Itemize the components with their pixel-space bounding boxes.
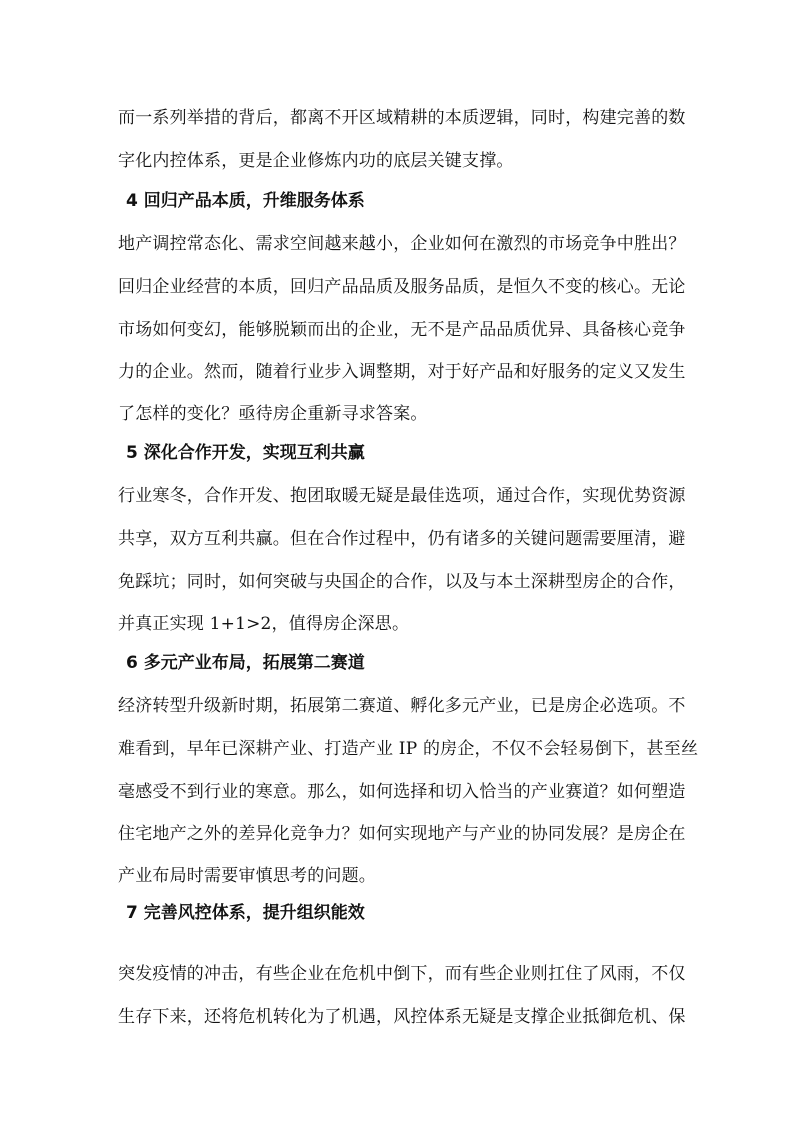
section-heading-6: 6 多元产业布局，拓展第二赛道 bbox=[126, 653, 365, 673]
section-heading-7: 7 完善风控体系，提升组织能效 bbox=[126, 903, 365, 923]
section-heading-4: 4 回归产品本质，升维服务体系 bbox=[126, 191, 365, 211]
paragraph-section-6-line: 住宅地产之外的差异化竞争力？如何实现地产与产业的协同发展？是房企在 bbox=[118, 824, 686, 844]
paragraph-section-7-line: 生存下来，还将危机转化为了机遇，风控体系无疑是支撑企业抵御危机、保 bbox=[118, 1007, 686, 1027]
paragraph-section-6-line: 毫感受不到行业的寒意。那么，如何选择和切入恰当的产业赛道？如何塑造 bbox=[118, 782, 686, 802]
paragraph-section-5-line: 免踩坑；同时，如何突破与央国企的合作，以及与本土深耕型房企的合作， bbox=[118, 572, 686, 592]
paragraph-section-7-line: 突发疫情的冲击，有些企业在危机中倒下，而有些企业则扛住了风雨，不仅 bbox=[118, 964, 686, 984]
paragraph-section-4-line: 地产调控常态化、需求空间越来越小，企业如何在激烈的市场竞争中胜出？ bbox=[118, 234, 686, 254]
section-heading-5: 5 深化合作开发，实现互利共赢 bbox=[126, 443, 365, 463]
paragraph-intro-line: 字化内控体系，更是企业修炼内功的底层关键支撑。 bbox=[118, 151, 514, 171]
paragraph-section-5-line: 行业寒冬，合作开发、抱团取暖无疑是最佳选项，通过合作，实现优势资源 bbox=[118, 486, 686, 506]
paragraph-section-6-line: 难看到，早年已深耕产业、打造产业 IP 的房企，不仅不会轻易倒下，甚至丝 bbox=[118, 739, 699, 759]
paragraph-section-6-line: 产业布局时需要审慎思考的问题。 bbox=[118, 866, 376, 886]
paragraph-section-4-line: 力的企业。然而，随着行业步入调整期，对于好产品和好服务的定义又发生 bbox=[118, 362, 686, 382]
paragraph-intro-line: 而一系列举措的背后，都离不开区域精耕的本质逻辑，同时，构建完善的数 bbox=[118, 108, 686, 128]
paragraph-section-4-line: 回归企业经营的本质，回归产品品质及服务品质，是恒久不变的核心。无论 bbox=[118, 277, 686, 297]
paragraph-section-4-line: 市场如何变幻，能够脱颖而出的企业，无不是产品品质优异、具备核心竞争 bbox=[118, 320, 686, 340]
paragraph-section-4-line: 了怎样的变化？亟待房企重新寻求答案。 bbox=[118, 404, 428, 424]
paragraph-section-5-line: 共享，双方互利共赢。但在合作过程中，仍有诸多的关键问题需要厘清，避 bbox=[118, 529, 686, 549]
paragraph-section-6-line: 经济转型升级新时期，拓展第二赛道、孵化多元产业，已是房企必选项。不 bbox=[118, 696, 686, 716]
paragraph-section-5-line: 并真正实现 1+1>2，值得房企深思。 bbox=[118, 614, 410, 634]
